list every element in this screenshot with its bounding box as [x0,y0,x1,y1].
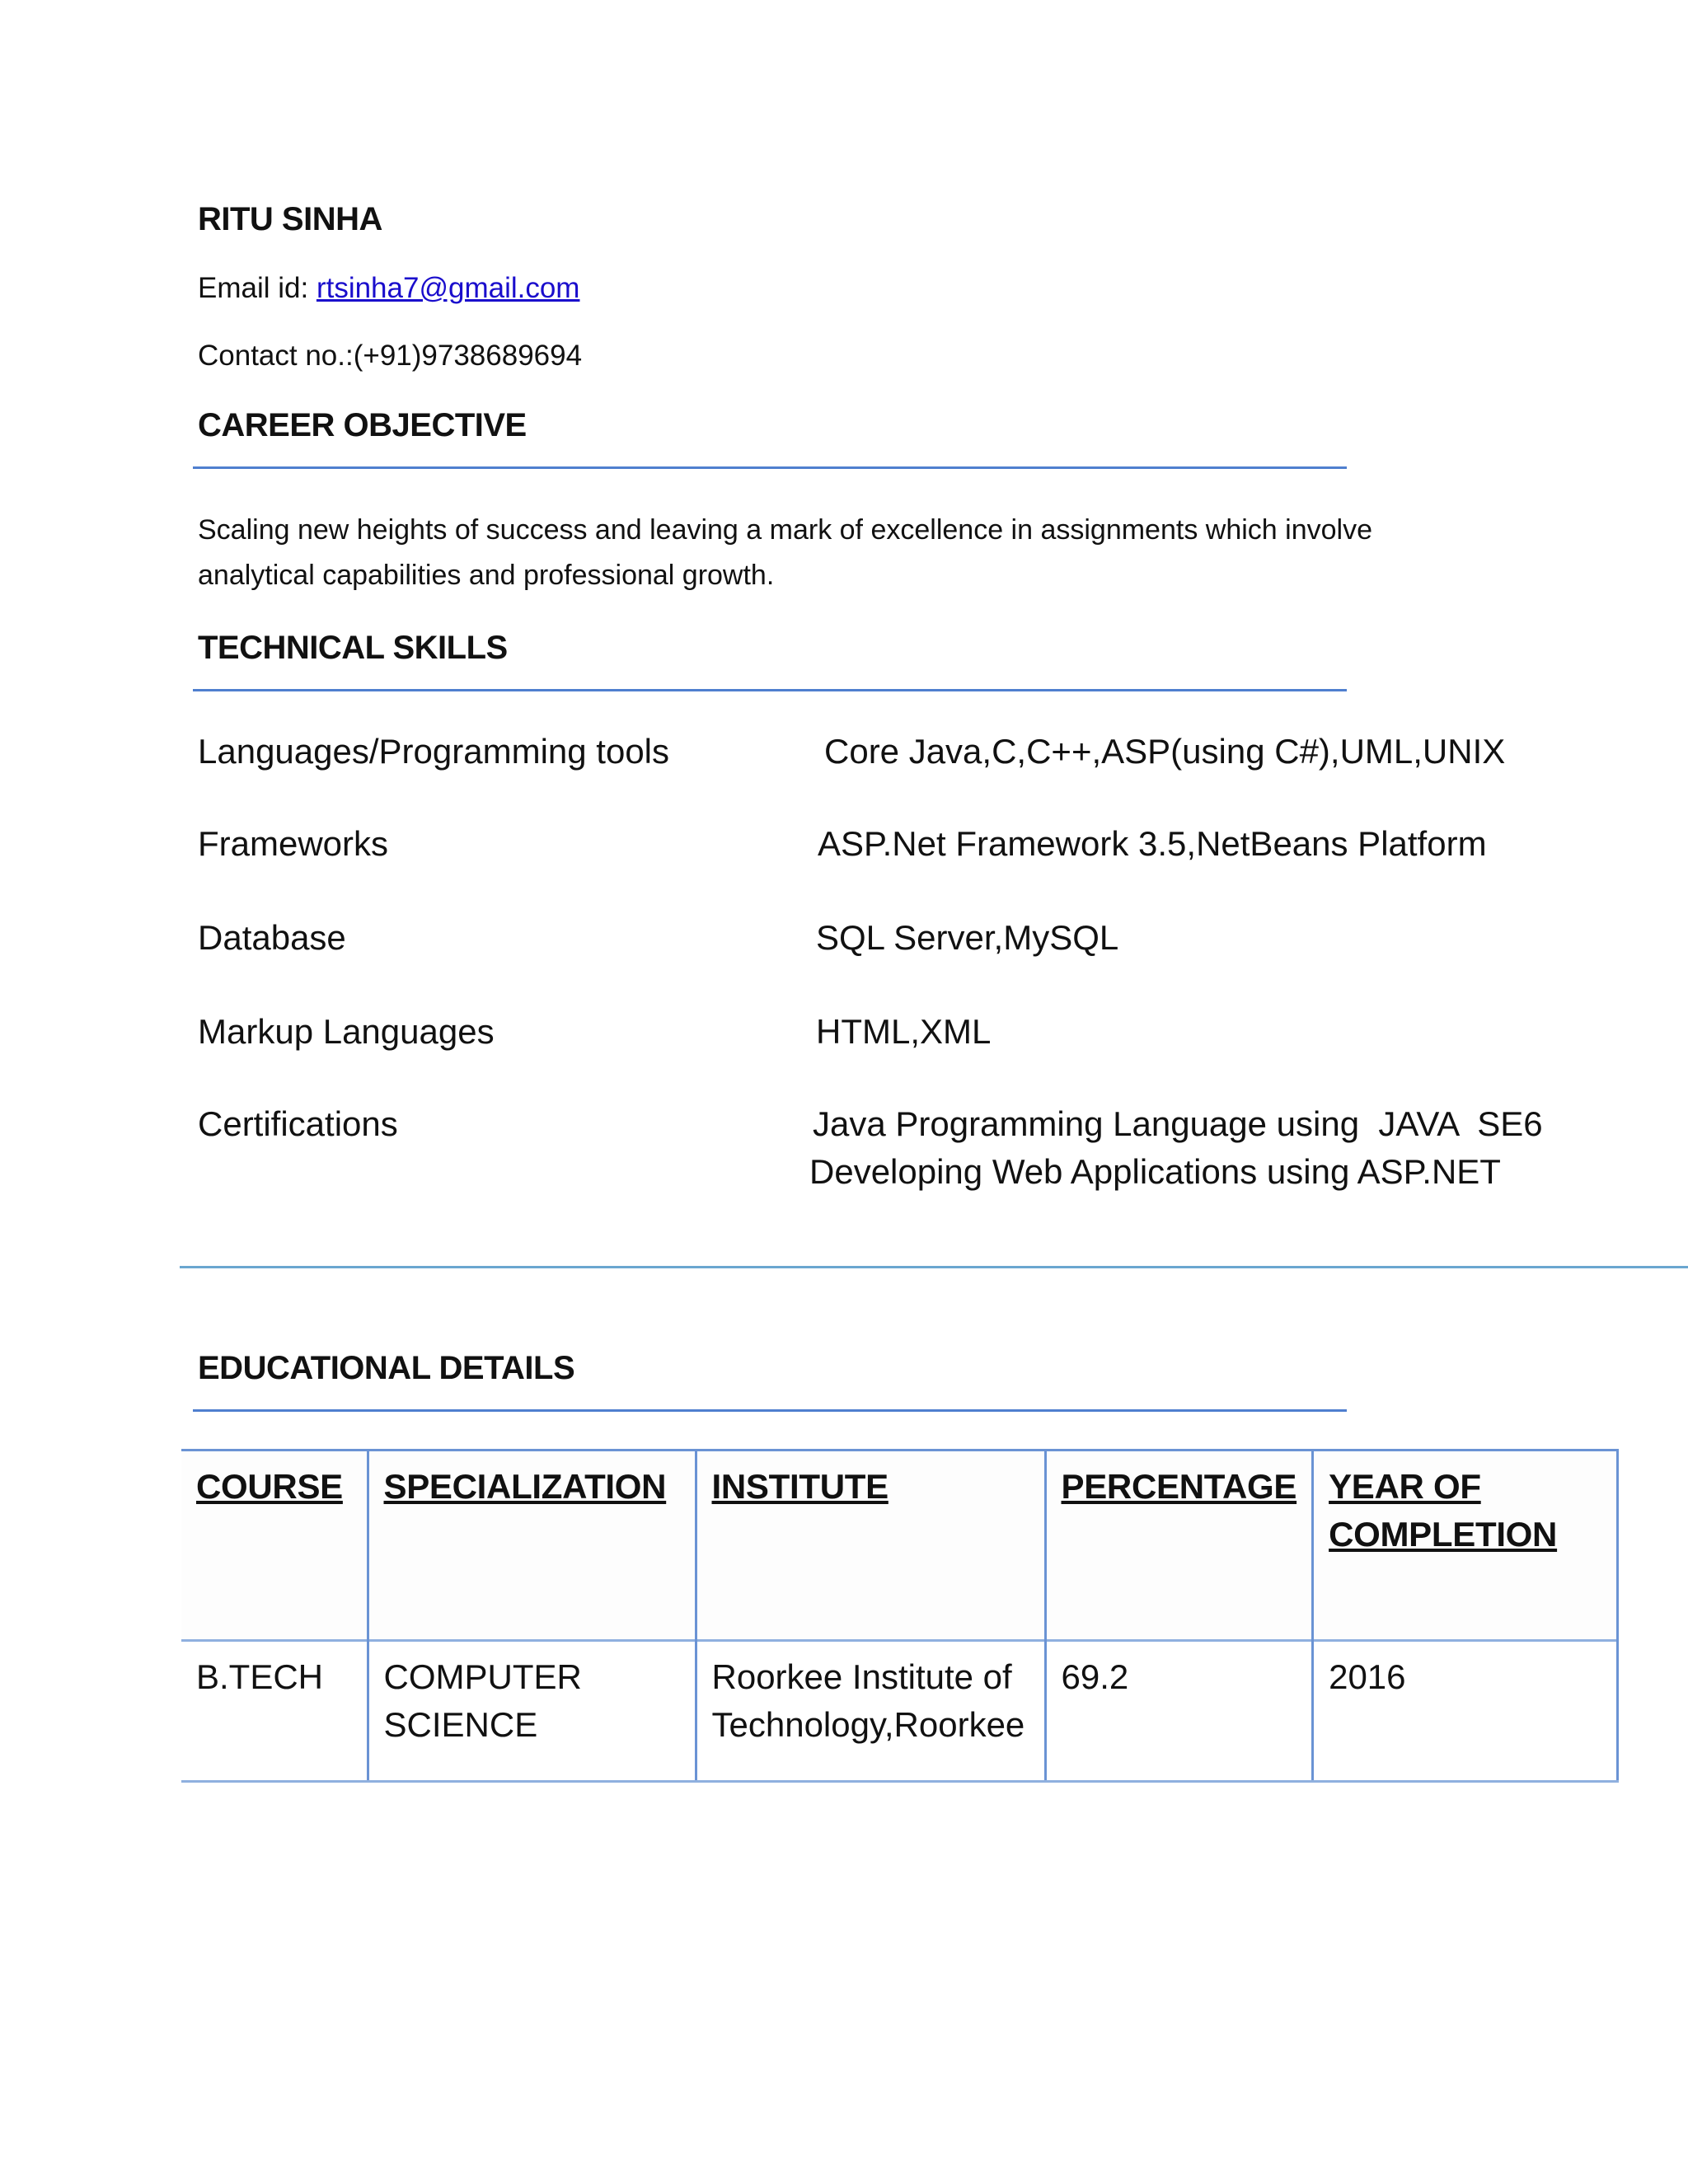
cell-institute: Roorkee Institute of Technology,Roorkee [696,1641,1045,1782]
skill-value-certification-java: Java Programming Language using JAVA SE6 [813,1104,1543,1143]
contact-number: (+91)9738689694 [353,340,583,372]
career-objective-title: CAREER OBJECTIVE [198,407,527,443]
skill-label-languages: Languages/Programming tools [198,732,670,771]
table-row [181,1641,1618,1782]
skill-label-database: Database [198,918,346,957]
email-link[interactable]: rtsinha7@gmail.com [316,272,580,304]
education-divider [193,1409,1347,1412]
column-header-course: COURSE [181,1451,368,1641]
skill-value-languages: Core Java,C,C++,ASP(using C#),UML,UNIX [824,732,1506,771]
cell-year: 2016 [1313,1641,1618,1782]
table-header-row [181,1451,1618,1641]
career-objective-divider [193,466,1347,469]
technical-skills-divider [193,689,1347,691]
contact-label: Contact no.: [198,340,354,372]
section-divider [180,1266,1688,1268]
cell-percentage: 69.2 [1045,1641,1313,1782]
column-header-institute: INSTITUTE [696,1451,1045,1641]
skill-label-markup: Markup Languages [198,1012,495,1051]
skill-value-frameworks: ASP.Net Framework 3.5,NetBeans Platform [818,824,1487,863]
column-header-specialization: SPECIALIZATION [368,1451,696,1641]
skill-value-database: SQL Server,MySQL [816,918,1119,957]
contact-line [198,340,582,373]
cell-specialization: COMPUTER SCIENCE [368,1641,696,1782]
career-objective-text: Scaling new heights of success and leaving a mark of excellence in assignments which involve analytical capabilities and professional growth. [198,514,1372,591]
skill-label-frameworks: Frameworks [198,824,389,863]
column-header-percentage: PERCENTAGE [1045,1451,1313,1641]
cell-course: B.TECH [181,1641,368,1782]
skill-value-certification-aspnet: Developing Web Applications using ASP.NET [809,1152,1501,1191]
email-line [198,272,579,305]
email-label: Email id: [198,272,316,304]
technical-skills-title: TECHNICAL SKILLS [198,630,508,666]
education-table [181,1449,1619,1783]
education-title: EDUCATIONAL DETAILS [198,1350,575,1386]
column-header-year: YEAR OF COMPLETION [1313,1451,1618,1641]
candidate-name: RITU SINHA [198,201,382,237]
skill-label-certifications: Certifications [198,1104,398,1143]
skill-value-markup: HTML,XML [816,1012,992,1051]
